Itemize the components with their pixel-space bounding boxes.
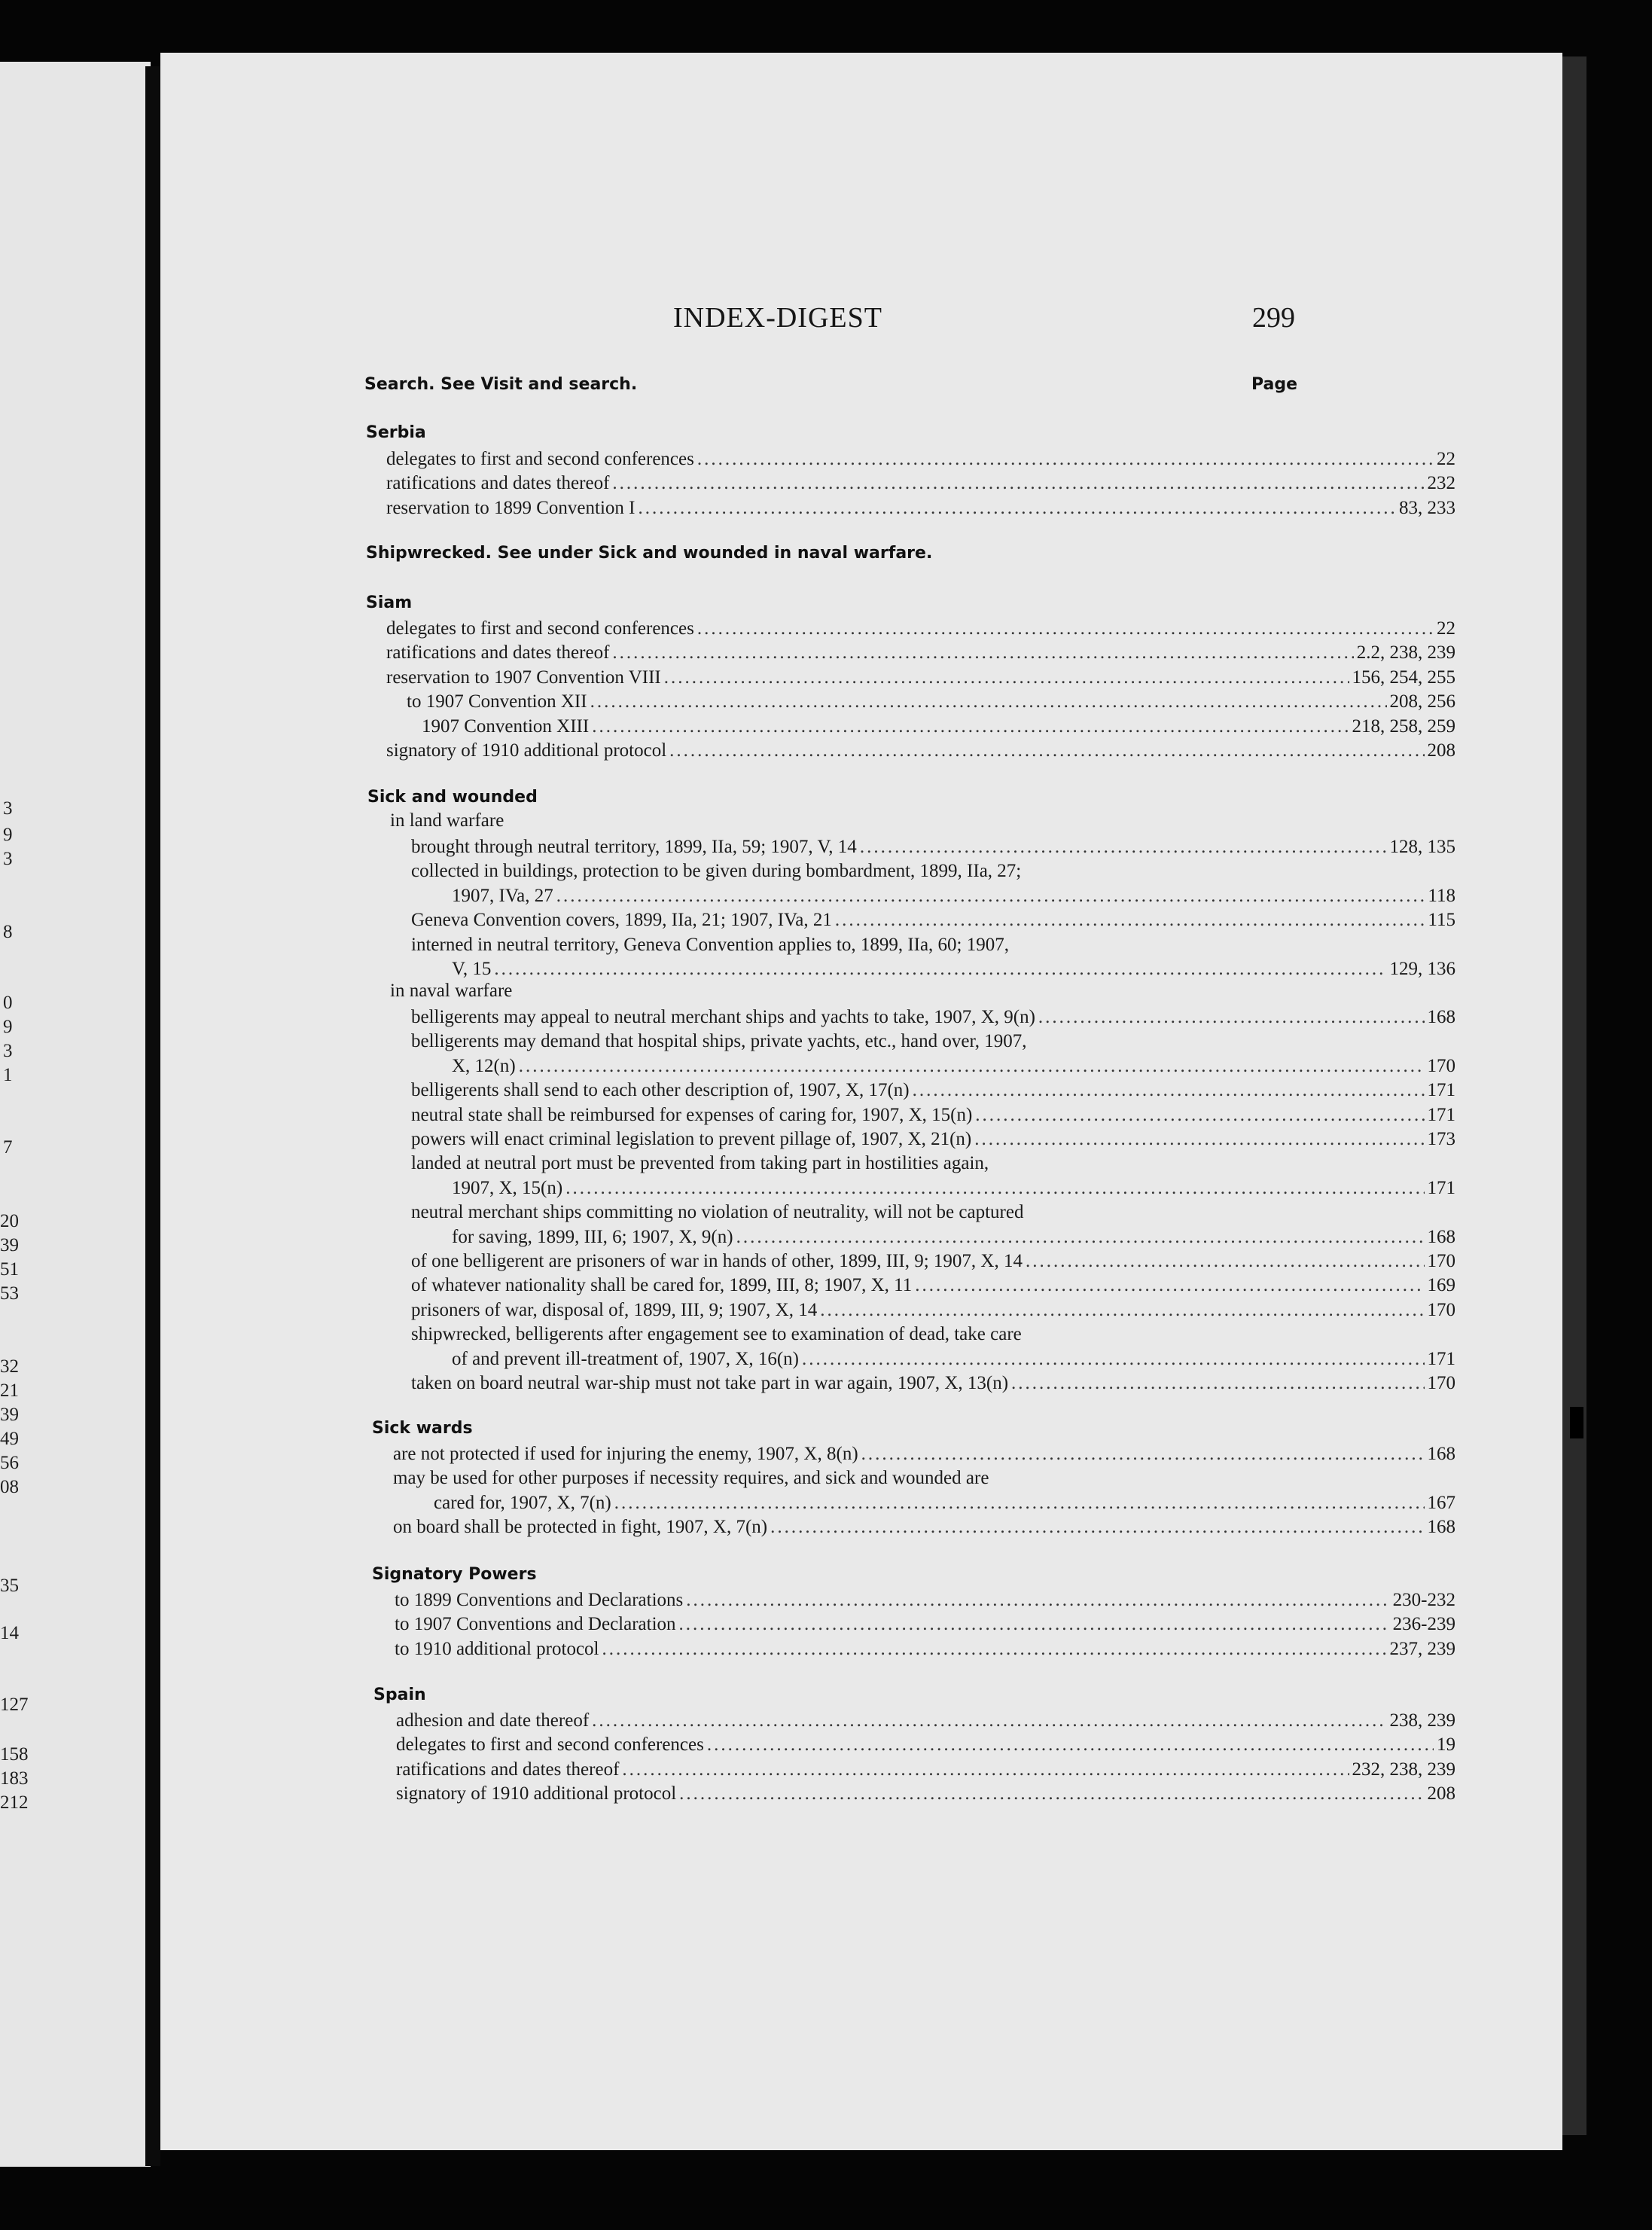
index-entry xyxy=(393,1441,1455,1467)
facing-page-number: 51 xyxy=(0,1259,19,1280)
index-heading: Search. See Visit and search. xyxy=(364,375,638,394)
index-entry xyxy=(386,471,1455,496)
entry-text: for saving, 1899, III, 6; 1907, X, 9(n) xyxy=(452,1226,733,1247)
facing-page-number: 9 xyxy=(3,825,13,845)
facing-page-number: 56 xyxy=(0,1453,19,1473)
facing-page-number: 21 xyxy=(0,1380,19,1401)
entry-text: to 1907 Convention XII xyxy=(407,691,587,712)
index-entry xyxy=(411,1005,1455,1030)
entry-text: signatory of 1910 additional protocol xyxy=(396,1783,677,1804)
leader-dots xyxy=(1011,1371,1424,1396)
entry-text: powers will enact criminal legislation to prevent pillage of, 1907, X, 21(n) xyxy=(411,1129,972,1149)
entry-text: brought through neutral territory, 1899, IIa, 59; 1907, V, 14 xyxy=(411,837,857,857)
entry-pages: 171 xyxy=(1427,1177,1455,1198)
leader-dots xyxy=(707,1732,1434,1758)
index-entry xyxy=(411,1249,1455,1274)
facing-page-number: 39 xyxy=(0,1235,19,1255)
leader-dots xyxy=(1038,1005,1425,1030)
index-heading: Shipwrecked. See under Sick and wounded in naval warfare. xyxy=(366,544,933,563)
facing-page-number: 183 xyxy=(0,1768,29,1789)
entry-text: prisoners of war, disposal of, 1899, III, 9; 1907, X, 14 xyxy=(411,1299,818,1320)
index-entry xyxy=(411,1103,1455,1128)
index-heading: Spain xyxy=(373,1685,426,1704)
entry-text: adhesion and date thereof xyxy=(396,1710,590,1731)
facing-page-number: 32 xyxy=(0,1356,19,1377)
entry-text: 1907, X, 15(n) xyxy=(452,1177,563,1198)
index-entry xyxy=(422,714,1455,740)
entry-text: on board shall be protected in fight, 1907, X, 7(n) xyxy=(393,1517,768,1538)
entry-text: to 1907 Conventions and Declaration xyxy=(395,1614,676,1635)
entry-pages: 230-232 xyxy=(1392,1590,1455,1610)
leader-dots xyxy=(565,1176,1424,1201)
page-number: 299 xyxy=(1252,302,1295,334)
leader-dots xyxy=(915,1273,1424,1298)
index-entry xyxy=(411,1273,1455,1298)
leader-dots xyxy=(556,883,1425,909)
index-entry xyxy=(452,1176,1455,1201)
index-entry xyxy=(386,447,1455,472)
index-entry xyxy=(396,1732,1455,1758)
facing-page-number: 127 xyxy=(0,1695,29,1715)
entry-pages: 115 xyxy=(1428,910,1455,931)
entry-pages: 129, 136 xyxy=(1389,959,1455,979)
entry-text: of and prevent ill-treatment of, 1907, X, 16(n) xyxy=(452,1348,799,1369)
facing-page-number: 20 xyxy=(0,1211,19,1231)
index-entry xyxy=(452,1347,1455,1372)
index-entry xyxy=(411,1078,1455,1103)
entry-text: belligerents shall send to each other description of, 1907, X, 17(n) xyxy=(411,1080,910,1101)
entry-text: belligerents may demand that hospital ships, private yachts, etc., hand over, 1907, xyxy=(411,1031,1027,1052)
entry-text: ratifications and dates thereof xyxy=(386,473,610,494)
entry-pages: 118 xyxy=(1428,885,1455,906)
facing-page-number: 9 xyxy=(3,1017,13,1037)
facing-page-number: 08 xyxy=(0,1477,19,1497)
entry-pages: 171 xyxy=(1427,1080,1455,1101)
entry-pages: 169 xyxy=(1427,1275,1455,1296)
book-gutter xyxy=(145,66,160,2166)
leader-dots xyxy=(622,1757,1349,1783)
entry-pages: 156, 254, 255 xyxy=(1352,667,1455,688)
leader-dots xyxy=(802,1347,1425,1372)
entry-text: ratifications and dates thereof xyxy=(386,642,610,664)
entry-text: belligerents may appeal to neutral merchant ships and yachts to take, 1907, X, 9(n) xyxy=(411,1007,1035,1027)
entry-pages: 237, 239 xyxy=(1389,1638,1455,1659)
index-entry xyxy=(396,1757,1455,1783)
entry-text: Geneva Convention covers, 1899, IIa, 21; 1907, IVa, 21 xyxy=(411,910,832,931)
entry-pages: 22 xyxy=(1437,449,1455,469)
leader-dots xyxy=(679,1612,1390,1637)
index-heading: Serbia xyxy=(366,423,426,442)
index-subheading: in naval warfare xyxy=(390,981,513,1001)
leader-dots xyxy=(860,834,1387,860)
entry-pages: 2.2, 238, 239 xyxy=(1356,642,1455,664)
index-entry xyxy=(386,496,1455,521)
facing-page-number: 3 xyxy=(3,849,13,869)
leader-dots xyxy=(736,1225,1425,1250)
entry-text: delegates to first and second conferences xyxy=(386,449,694,469)
leader-dots xyxy=(974,1127,1424,1152)
entry-pages: 171 xyxy=(1427,1348,1455,1369)
index-entry xyxy=(411,859,1021,884)
leader-dots xyxy=(592,714,1349,740)
entry-text: delegates to first and second conferences xyxy=(386,618,694,639)
index-entry xyxy=(411,1151,989,1176)
index-entry xyxy=(395,1612,1455,1637)
entry-pages: 168 xyxy=(1427,1444,1455,1464)
leader-dots xyxy=(602,1637,1386,1662)
index-entry xyxy=(393,1466,989,1491)
index-entry xyxy=(411,908,1455,933)
entry-text: 1907 Convention XIII xyxy=(422,715,590,737)
index-entry xyxy=(452,956,1455,982)
leader-dots xyxy=(614,1490,1425,1516)
leader-dots xyxy=(664,665,1349,691)
index-entry xyxy=(411,1200,1023,1225)
entry-text: are not protected if used for injuring the enemy, 1907, X, 8(n) xyxy=(393,1444,858,1464)
entry-text: delegates to first and second conferences xyxy=(396,1734,704,1756)
entry-pages: 168 xyxy=(1427,1517,1455,1538)
entry-text: cared for, 1907, X, 7(n) xyxy=(434,1492,611,1513)
index-heading: Signatory Powers xyxy=(372,1565,537,1584)
entry-pages: 128, 135 xyxy=(1389,837,1455,857)
facing-page-number: 158 xyxy=(0,1744,29,1765)
entry-text: V, 15 xyxy=(452,959,492,979)
entry-pages: 19 xyxy=(1437,1734,1455,1756)
index-entry xyxy=(386,738,1455,764)
index-entry xyxy=(395,1637,1455,1662)
leader-dots xyxy=(697,616,1434,642)
entry-text: reservation to 1907 Convention VIII xyxy=(386,667,661,688)
index-entry xyxy=(411,1298,1455,1323)
index-entry xyxy=(411,1322,1022,1347)
entry-pages: 236-239 xyxy=(1392,1614,1455,1635)
entry-pages: 208, 256 xyxy=(1389,691,1455,712)
entry-text: 1907, IVa, 27 xyxy=(452,885,553,906)
index-entry xyxy=(452,883,1455,909)
index-entry xyxy=(411,1127,1455,1152)
facing-page-number: 0 xyxy=(3,993,13,1013)
entry-pages: 170 xyxy=(1427,1373,1455,1393)
facing-page-number: 3 xyxy=(3,798,13,819)
facing-page-number: 3 xyxy=(3,1041,13,1061)
facing-page-number: 35 xyxy=(0,1576,19,1596)
index-entry xyxy=(386,665,1455,691)
index-entry xyxy=(411,932,1009,958)
entry-pages: 83, 233 xyxy=(1399,497,1455,518)
entry-text: landed at neutral port must be prevented from taking part in hostilities again, xyxy=(411,1153,989,1174)
index-entry xyxy=(396,1781,1455,1807)
entry-pages: 170 xyxy=(1427,1251,1455,1271)
entry-text: ratifications and dates thereof xyxy=(396,1759,620,1780)
entry-text: neutral state shall be reimbursed for expenses of caring for, 1907, X, 15(n) xyxy=(411,1104,973,1125)
entry-pages: 170 xyxy=(1427,1299,1455,1320)
leader-dots xyxy=(669,738,1424,764)
entry-text: collected in buildings, protection to be given during bombardment, 1899, IIa, 27; xyxy=(411,861,1022,882)
index-heading: Siam xyxy=(366,593,413,612)
page-edge-shadow xyxy=(1562,56,1586,2135)
entry-pages: 22 xyxy=(1437,618,1455,639)
facing-page-number: 53 xyxy=(0,1283,19,1304)
entry-text: shipwrecked, belligerents after engagement see to examination of dead, take care xyxy=(411,1324,1022,1345)
facing-page-number: 14 xyxy=(0,1623,19,1643)
index-entry xyxy=(411,834,1455,860)
leader-dots xyxy=(975,1103,1424,1128)
index-entry xyxy=(396,1708,1455,1734)
index-entry xyxy=(434,1490,1455,1516)
leader-dots xyxy=(1026,1249,1425,1274)
entry-text: to 1899 Conventions and Declarations xyxy=(395,1590,684,1610)
thumb-tab-marker xyxy=(1570,1407,1583,1438)
index-entry xyxy=(395,1588,1455,1613)
leader-dots xyxy=(679,1781,1424,1807)
entry-pages: 168 xyxy=(1427,1226,1455,1247)
page-title: INDEX-DIGEST xyxy=(673,302,882,334)
entry-pages: 167 xyxy=(1427,1492,1455,1513)
entry-pages: 218, 258, 259 xyxy=(1352,715,1455,737)
leader-dots xyxy=(639,496,1397,521)
entry-pages: 171 xyxy=(1427,1104,1455,1125)
leader-dots xyxy=(697,447,1434,472)
index-entry xyxy=(386,640,1455,666)
facing-page-number: 1 xyxy=(3,1065,13,1085)
entry-text: X, 12(n) xyxy=(452,1055,516,1076)
facing-page-number: 212 xyxy=(0,1792,29,1813)
index-entry xyxy=(452,1054,1455,1079)
entry-text: of whatever nationality shall be cared for, 1899, III, 8; 1907, X, 11 xyxy=(411,1275,913,1296)
leader-dots xyxy=(913,1078,1425,1103)
entry-text: to 1910 additional protocol xyxy=(395,1638,599,1659)
facing-page-number: 8 xyxy=(3,922,13,942)
entry-pages: 208 xyxy=(1427,1783,1455,1804)
leader-dots xyxy=(590,689,1387,715)
entry-pages: 232 xyxy=(1427,473,1455,494)
index-entry xyxy=(411,1029,1027,1054)
entry-text: reservation to 1899 Convention I xyxy=(386,497,636,518)
entry-text: may be used for other purposes if necessity requires, and sick and wounded are xyxy=(393,1468,989,1489)
page-column-label: Page xyxy=(1251,375,1298,394)
leader-dots xyxy=(612,640,1353,666)
facing-page-number: 39 xyxy=(0,1405,19,1425)
leader-dots xyxy=(494,956,1386,982)
entry-pages: 170 xyxy=(1427,1055,1455,1076)
leader-dots xyxy=(686,1588,1389,1613)
leader-dots xyxy=(770,1515,1424,1540)
facing-page-number: 7 xyxy=(3,1137,13,1158)
index-heading: Sick wards xyxy=(372,1419,473,1438)
index-heading: Sick and wounded xyxy=(367,788,538,807)
leader-dots xyxy=(835,908,1425,933)
entry-pages: 232, 238, 239 xyxy=(1352,1759,1455,1780)
entry-pages: 168 xyxy=(1427,1007,1455,1027)
entry-text: of one belligerent are prisoners of war in hands of other, 1899, III, 9; 1907, X, 14 xyxy=(411,1251,1023,1271)
entry-text: signatory of 1910 additional protocol xyxy=(386,740,667,761)
leader-dots xyxy=(612,471,1424,496)
entry-text: interned in neutral territory, Geneva Convention applies to, 1899, IIa, 60; 1907, xyxy=(411,934,1010,955)
entry-pages: 173 xyxy=(1427,1129,1455,1149)
index-entry xyxy=(386,616,1455,642)
index-entry xyxy=(411,1371,1455,1396)
index-page xyxy=(160,53,1562,2150)
entry-text: neutral merchant ships committing no violation of neutrality, will not be captured xyxy=(411,1202,1024,1223)
index-entry xyxy=(407,689,1455,715)
entry-pages: 208 xyxy=(1427,740,1455,761)
leader-dots xyxy=(820,1298,1424,1323)
leader-dots xyxy=(592,1708,1386,1734)
entry-text: taken on board neutral war-ship must not take part in war again, 1907, X, 13(n) xyxy=(411,1373,1009,1393)
entry-pages: 238, 239 xyxy=(1389,1710,1455,1731)
facing-page-number: 49 xyxy=(0,1429,19,1449)
leader-dots xyxy=(519,1054,1425,1079)
leader-dots xyxy=(861,1441,1425,1467)
index-subheading: in land warfare xyxy=(390,810,504,831)
index-entry xyxy=(452,1225,1455,1250)
index-entry xyxy=(393,1515,1455,1540)
facing-page-edge xyxy=(0,62,151,2167)
